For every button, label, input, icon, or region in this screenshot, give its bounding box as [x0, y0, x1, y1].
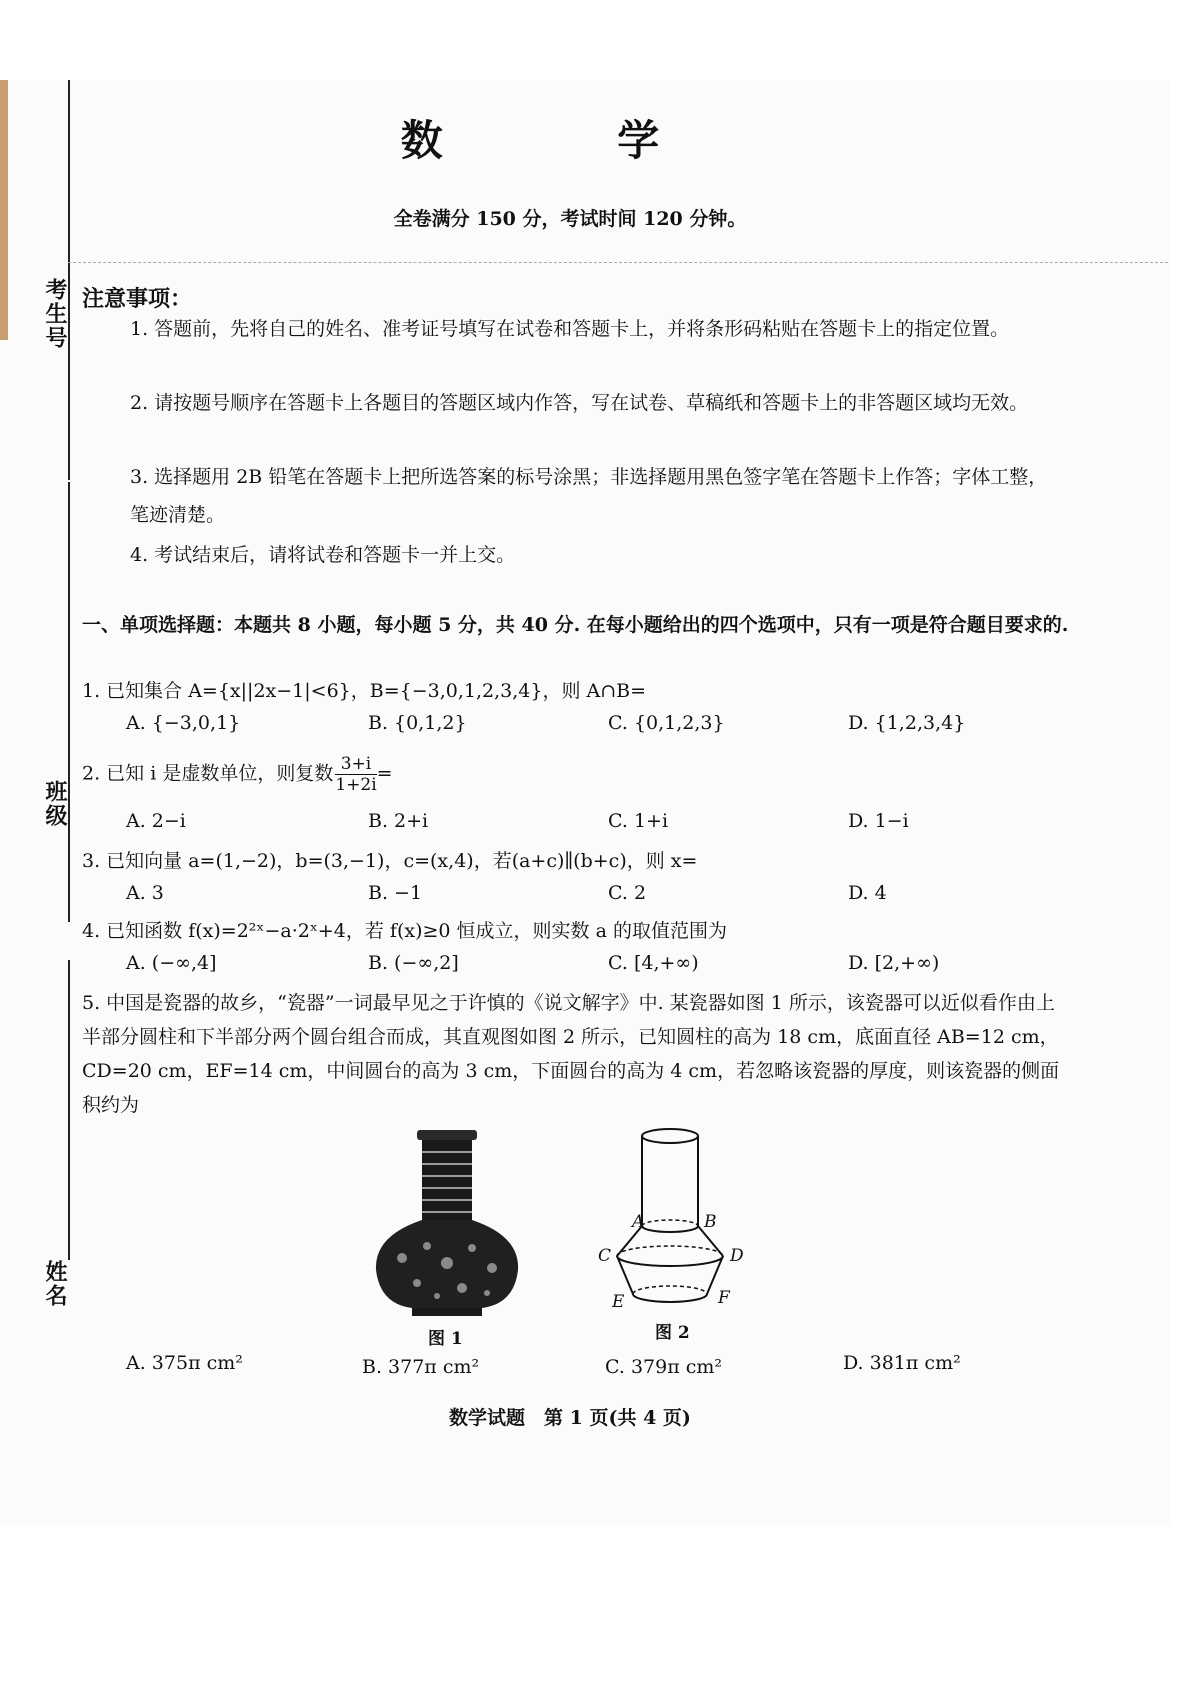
- class-label: 班级: [42, 780, 68, 828]
- q5-option-b: B. 377π cm²: [362, 1356, 480, 1378]
- point-b-label: B: [704, 1212, 717, 1232]
- q4-option-b: B. (−∞,2]: [368, 952, 459, 974]
- q3-option-a: A. 3: [126, 882, 164, 904]
- note-item: 1. 答题前，先将自己的姓名、准考证号填写在试卷和答题卡上，并将条形码粘贴在答题卡上的指定位置。: [130, 318, 1010, 340]
- q1-option-c: C. {0,1,2,3}: [608, 712, 725, 734]
- q2-option-d: D. 1−i: [848, 810, 909, 832]
- q5-option-a: A. 375π cm²: [126, 1352, 243, 1374]
- q3-option-b: B. −1: [368, 882, 423, 904]
- q2-numerator: 3+i: [335, 754, 376, 775]
- page-footer: 数学试题 第 1 页(共 4 页): [449, 1407, 691, 1429]
- q1-option-d: D. {1,2,3,4}: [848, 712, 966, 734]
- name-label: 姓名: [42, 1260, 68, 1308]
- q1-option-b: B. {0,1,2}: [368, 712, 467, 734]
- figure-1-caption: 图 1: [428, 1329, 463, 1349]
- note-item: 2. 请按题号顺序在答题卡上各题目的答题区域内作答，写在试卷、草稿纸和答题卡上的非答题区域均无效。: [130, 392, 1029, 414]
- q2-denominator: 1+2i: [335, 775, 377, 795]
- q2-stem-text: 2. 已知 i 是虚数单位，则复数: [82, 762, 334, 785]
- q2-option-c: C. 1+i: [608, 810, 669, 832]
- question-1-stem: 1. 已知集合 A={x||2x−1|<6}，B={−3,0,1,2,3,4}，则 A∩B=: [82, 680, 647, 702]
- section-heading: 一、单项选择题：本题共 8 小题，每小题 5 分，共 40 分. 在每小题给出的四个选项中，只有一项是符合题目要求的.: [82, 614, 1069, 636]
- q2-fraction: [335, 754, 376, 795]
- q5-option-c: C. 379π cm²: [605, 1356, 723, 1378]
- question-5-stem: 5. 中国是瓷器的故乡，“瓷器”一词最早见之于许慎的《说文解字》中. 某瓷器如图 1 所示，该瓷器可以近似看作由上半部分圆柱和下半部分两个圆台组合而成，其直观图如图 2 所示，已知圆柱的高为 18 cm，底面直径 AB=12 cm，CD=20 cm，EF=14 cm，中间圆台的高为 3 cm，下面圆台的高为 4 cm，若忽略该瓷器的厚度，则该瓷器的侧面积约为: [82, 992, 1060, 1116]
- q5-option-d: D. 381π cm²: [843, 1352, 961, 1374]
- figure-2-caption: 图 2: [655, 1323, 690, 1343]
- q2-stem-tail: =: [376, 762, 393, 785]
- binding-line-middle: [68, 482, 70, 922]
- vase-photo: [372, 1128, 522, 1318]
- q3-option-d: D. 4: [848, 882, 887, 904]
- question-4-stem: 4. 已知函数 f(x)=2²ˣ−a·2ˣ+4，若 f(x)≥0 恒成立，则实数 a 的取值范围为: [82, 920, 727, 942]
- point-d-label: D: [730, 1246, 744, 1266]
- q4-option-a: A. (−∞,4]: [126, 952, 217, 974]
- q3-option-c: C. 2: [608, 882, 647, 904]
- note-item: 4. 考试结束后，请将试卷和答题卡一并上交。: [130, 544, 516, 566]
- exam-number-label: 考生号: [42, 278, 68, 350]
- question-3-stem: 3. 已知向量 a=(1,−2)，b=(3,−1)，c=(x,4)，若(a+c)∥(b+c)，则 x=: [82, 850, 698, 872]
- note-item: 3. 选择题用 2B 铅笔在答题卡上把所选答案的标号涂黑；非选择题用黑色签字笔在答题卡上作答；字体工整，笔迹清楚。: [130, 466, 1048, 526]
- question-2-stem: [82, 754, 1072, 795]
- point-f-label: F: [718, 1288, 730, 1308]
- q1-option-a: A. {−3,0,1}: [126, 712, 241, 734]
- binding-line-bottom: [68, 960, 70, 1260]
- point-e-label: E: [612, 1292, 625, 1312]
- notes-heading: 注意事项：: [82, 286, 193, 312]
- divider: [68, 262, 1168, 263]
- page-title: 数 学: [400, 116, 740, 165]
- q4-option-d: D. [2,+∞): [848, 952, 940, 974]
- point-c-label: C: [598, 1246, 612, 1266]
- q2-option-b: B. 2+i: [368, 810, 429, 832]
- q4-option-c: C. [4,+∞): [608, 952, 699, 974]
- q2-option-a: A. 2−i: [126, 810, 186, 832]
- point-a-label: A: [632, 1212, 645, 1232]
- exam-info: 全卷满分 150 分，考试时间 120 分钟。: [393, 208, 747, 230]
